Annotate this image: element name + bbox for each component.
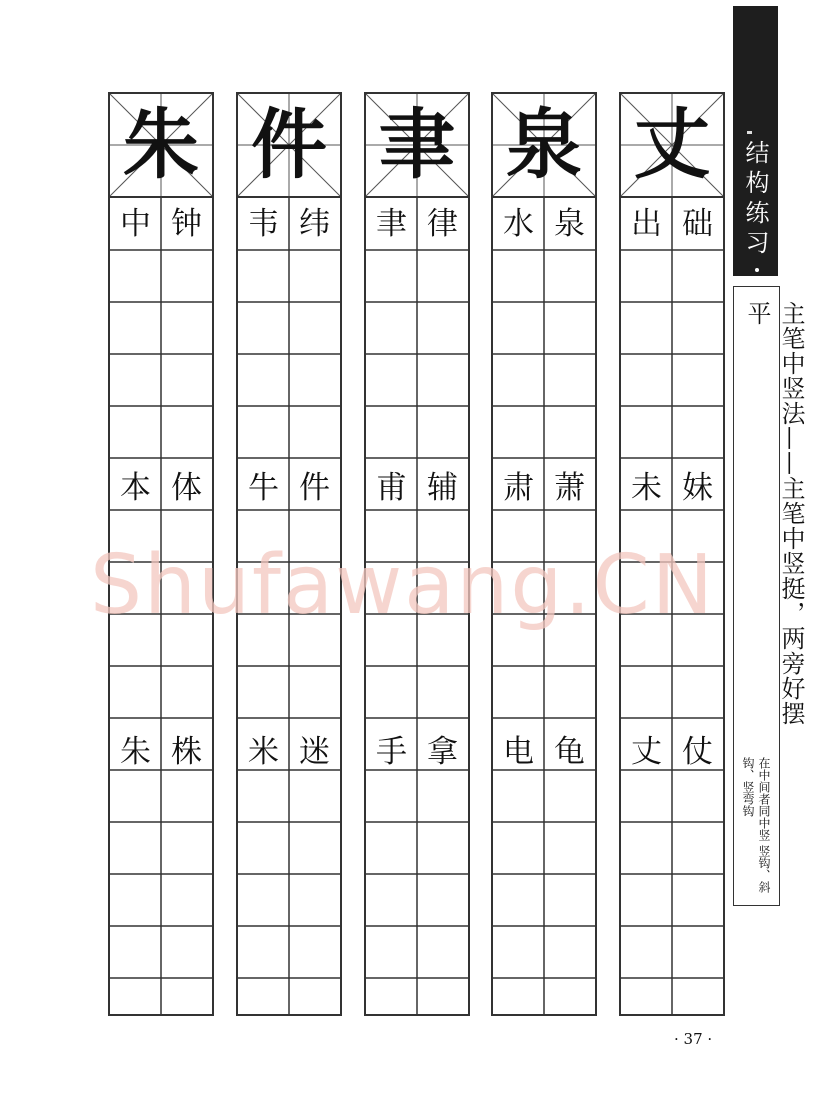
practice-grid-lines bbox=[238, 198, 340, 1014]
practice-grid-lines bbox=[493, 198, 595, 1014]
method-panel bbox=[733, 286, 805, 906]
practice-grid bbox=[621, 198, 723, 1014]
example-character: 律 bbox=[427, 205, 458, 242]
model-character-box bbox=[238, 94, 340, 198]
model-character-box bbox=[110, 94, 212, 198]
practice-column-4 bbox=[491, 92, 597, 1016]
example-character: 中 bbox=[120, 205, 151, 242]
example-character: 肃 bbox=[503, 469, 534, 506]
example-character: 朱 bbox=[120, 733, 151, 770]
example-character: 米 bbox=[248, 733, 279, 770]
model-character-box bbox=[366, 94, 468, 198]
example-character: 出 bbox=[631, 205, 662, 242]
practice-column-3 bbox=[364, 92, 470, 1016]
title-dot-mark bbox=[755, 268, 759, 272]
example-character: 本 bbox=[120, 469, 151, 506]
example-character: 拿 bbox=[427, 733, 458, 770]
example-character: 辅 bbox=[427, 469, 458, 506]
example-character: 件 bbox=[299, 469, 330, 506]
section-title: 结构练习 bbox=[741, 140, 769, 260]
example-character: 牛 bbox=[248, 469, 279, 506]
practice-column-2 bbox=[236, 92, 342, 1016]
example-character: 甫 bbox=[376, 469, 407, 506]
example-character: 未 bbox=[631, 469, 662, 506]
example-character: 妹 bbox=[682, 469, 713, 506]
method-note: 在中间者同中竖 竖钩、斜钩、竖弯钩 bbox=[741, 757, 771, 893]
example-character: 电 bbox=[503, 733, 534, 770]
practice-grid-lines bbox=[110, 198, 212, 1014]
example-character: 龟 bbox=[554, 733, 585, 770]
model-character: 件 bbox=[251, 100, 327, 189]
practice-grid bbox=[238, 198, 340, 1014]
practice-grid-lines bbox=[366, 198, 468, 1014]
example-character: 丈 bbox=[631, 733, 662, 770]
example-character: 聿 bbox=[376, 205, 407, 242]
example-character: 水 bbox=[503, 205, 534, 242]
title-dash-mark bbox=[747, 131, 752, 134]
practice-grid-lines bbox=[621, 198, 723, 1014]
example-character: 株 bbox=[171, 733, 202, 770]
page-number: · 37 · bbox=[674, 1030, 713, 1048]
example-character: 体 bbox=[171, 469, 202, 506]
example-character: 钟 bbox=[171, 205, 202, 242]
example-character: 纬 bbox=[299, 205, 330, 242]
practice-grid bbox=[493, 198, 595, 1014]
example-character: 础 bbox=[682, 205, 713, 242]
example-character: 仗 bbox=[682, 733, 713, 770]
practice-column-1 bbox=[108, 92, 214, 1016]
method-heading: 主笔中竖法——主笔中竖挺，两旁好摆平 bbox=[743, 301, 805, 726]
practice-grid bbox=[366, 198, 468, 1014]
practice-grid bbox=[110, 198, 212, 1014]
model-character-box bbox=[493, 94, 595, 198]
example-character: 韦 bbox=[248, 205, 279, 242]
example-character: 迷 bbox=[299, 733, 330, 770]
example-character: 手 bbox=[376, 733, 407, 770]
example-character: 萧 bbox=[554, 469, 585, 506]
model-character: 聿 bbox=[379, 100, 455, 189]
model-character: 丈 bbox=[634, 100, 710, 189]
practice-column-5 bbox=[619, 92, 725, 1016]
example-character: 泉 bbox=[554, 205, 585, 242]
model-character: 泉 bbox=[506, 100, 582, 189]
watermark-text: Shufawang.CN bbox=[90, 538, 716, 633]
section-title-banner bbox=[733, 6, 778, 276]
model-character-box bbox=[621, 94, 723, 198]
model-character: 朱 bbox=[123, 100, 199, 189]
